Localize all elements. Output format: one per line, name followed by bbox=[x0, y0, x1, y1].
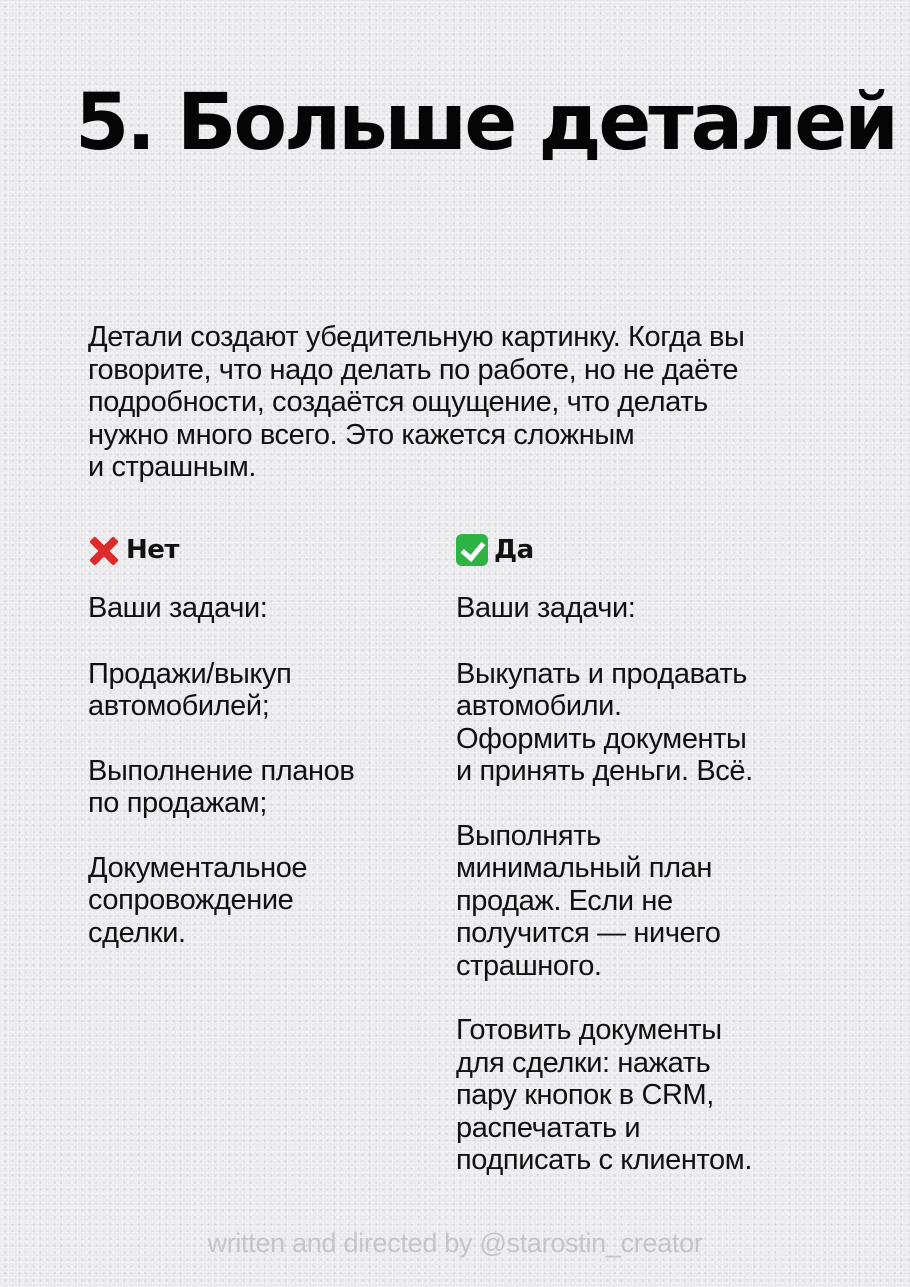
cross-mark-icon bbox=[88, 534, 120, 566]
no-item-line: сопровождение bbox=[88, 884, 294, 916]
no-column bbox=[88, 530, 418, 981]
yes-column bbox=[456, 530, 816, 1209]
intro-line: нужно много всего. Это кажется сложным bbox=[88, 418, 635, 451]
no-item-line: Ваши задачи: bbox=[88, 592, 268, 624]
yes-heading: Да bbox=[494, 535, 534, 565]
yes-item-line: Ваши задачи: bbox=[456, 592, 636, 624]
yes-item-line: получится — ничего bbox=[456, 917, 721, 949]
yes-item-line: подписать с клиентом. bbox=[456, 1144, 752, 1176]
yes-item bbox=[456, 592, 816, 625]
intro-line: Детали создают убедительную картинку. Когда вы bbox=[88, 321, 745, 353]
yes-item-line: распечатать и bbox=[456, 1111, 641, 1144]
intro-line: говорите, что надо делать по работе, но не даёте bbox=[88, 353, 739, 386]
no-column-header bbox=[88, 530, 418, 570]
yes-item-line: страшного. bbox=[456, 949, 602, 982]
yes-item-line: для сделки: нажать bbox=[456, 1046, 711, 1079]
no-item bbox=[88, 592, 418, 625]
no-item-line: сделки. bbox=[88, 916, 186, 949]
no-item bbox=[88, 755, 418, 820]
no-heading: Нет bbox=[126, 535, 179, 565]
no-item-line: Документальное bbox=[88, 851, 308, 884]
yes-item-line: минимальный план bbox=[456, 852, 712, 884]
yes-column-header bbox=[456, 530, 816, 570]
yes-item-line: Выполнять bbox=[456, 819, 601, 852]
yes-item bbox=[456, 1014, 816, 1177]
yes-item-line: Оформить документы bbox=[456, 722, 747, 755]
yes-item-line: автомобили. bbox=[456, 690, 622, 722]
no-item bbox=[88, 658, 418, 723]
intro-paragraph bbox=[88, 321, 828, 484]
page-title: 5. Больше деталей bbox=[75, 78, 896, 168]
intro-line: и страшным. bbox=[88, 451, 257, 483]
no-item-line: Продажи/выкуп bbox=[88, 657, 292, 690]
yes-item-line: Готовить документы bbox=[456, 1014, 722, 1046]
intro-line: подробности, создаётся ощущение, что делать bbox=[88, 386, 708, 418]
no-item-line: автомобилей; bbox=[88, 690, 270, 722]
no-item-line: Выполнение планов bbox=[88, 754, 355, 787]
yes-item-line: Выкупать и продавать bbox=[456, 657, 747, 690]
no-item-line: по продажам; bbox=[88, 787, 267, 819]
author-credit: written and directed by @starostin_creator bbox=[207, 1228, 703, 1258]
yes-item bbox=[456, 658, 816, 788]
yes-item-line: и принять деньги. Всё. bbox=[456, 755, 753, 787]
yes-item-line: пару кнопок в CRM, bbox=[456, 1079, 714, 1111]
no-item bbox=[88, 852, 418, 950]
check-mark-icon bbox=[456, 534, 488, 566]
yes-item bbox=[456, 820, 816, 983]
yes-item-line: продаж. Если не bbox=[456, 884, 673, 917]
